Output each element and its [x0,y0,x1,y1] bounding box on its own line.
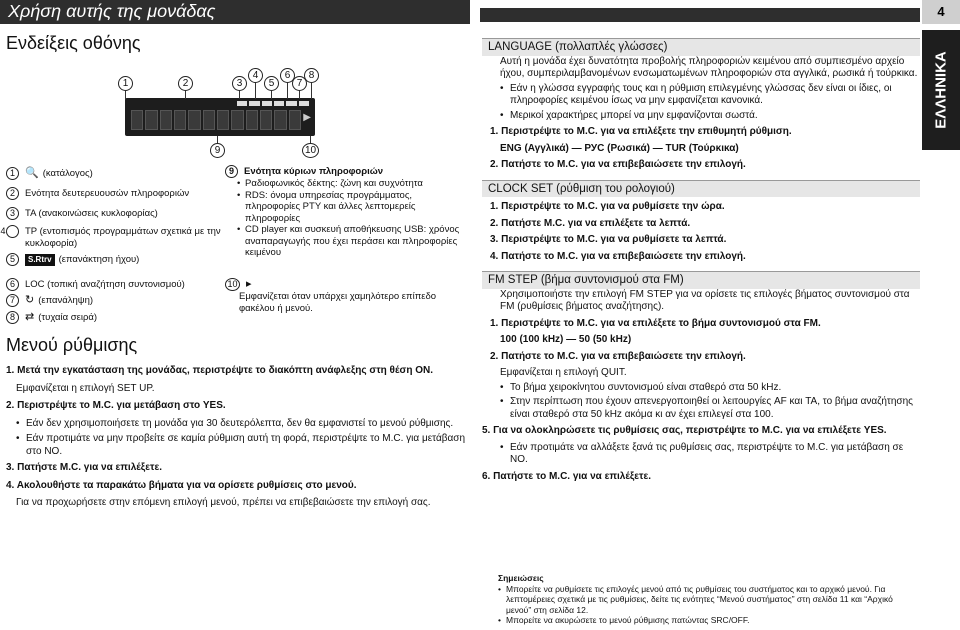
shuffle-icon: ⇄ [25,311,35,324]
lcd-character-cells [131,110,301,130]
finish-step-6: 6. Πατήστε το M.C. για να επιλέξετε. [482,470,652,482]
clock-heading: CLOCK SET (ρύθμιση του ρολογιού) [482,180,920,198]
language-intro: Αυτή η μονάδα έχει δυνατότητα προβολής πληροφοριών κειμένου από συμπιεσμένο αρχείο ήχου, συμπεριλαμβανομένων ενσωματωμένων πληροφοριών στα αγγλικά, ρωσικά ή τούρκικα. [500,55,918,79]
legend-item-6: 6 LOC (τοπική αναζήτηση συντονισμού) [6,278,218,291]
step-3: 3. Πατήστε M.C. για να επιλέξετε. [6,462,162,473]
legend-item-4: 4 TP (εντοπισμός προγραμμάτων σχετικά με την κυκλοφορία) [0,226,221,250]
callout-10: 10 [302,143,319,158]
language-step-2: 2. Πατήστε το M.C. για να επιβεβαιώσετε την επιλογή. [490,159,746,170]
language-step-1: 1. Περιστρέψτε το M.C. για να επιλέξετε την επιθυμητή ρύθμιση. [490,126,792,137]
language-heading: LANGUAGE (πολλαπλές γλώσσες) [482,38,920,56]
fmstep-step-1: 1. Περιστρέψτε το M.C. για να επιλέξετε το βήμα συντονισμού στα FM. [490,317,821,329]
step-4-note: Για να προχωρήσετε στην επόμενη επιλογή μενού, πρέπει να επιβεβαιώσετε την επιλογή σας. [16,497,431,508]
step-2: 2. Περιστρέψτε το M.C. για μετάβαση στο YES. [6,400,226,411]
callout-1: 1 [118,76,133,91]
clock-step-3: 3. Περιστρέψτε το M.C. για να ρυθμίσετε τα λεπτά. [490,234,727,245]
legend-item-9: 9 Ενότητα κύριων πληροφοριών • Ραδιοφωνικός δέκτης: ζώνη και συχνότητα • RDS: όνομα υπηρεσίας προγράμματος, πληροφορίες PTY και άλλες λεπτομερείς πληροφορίες • CD player και συσκευή αποθήκευσης USB: χρόνος αναπαραγωγής που έχει περάσει και πληροφορίες κειμένου [225,165,460,259]
legend-item-7: 7 ↻ (επανάληψη) [6,294,218,307]
fmstep-intro: Χρησιμοποιήστε την επιλογή FM STEP για να ορίσετε τις επιλογές βήματος συντονισμού στα FM (ρυθμίσεις βήματος αναζήτησης). [500,288,910,312]
callout-3: 3 [232,76,247,91]
callout-9: 9 [210,143,225,158]
clock-step-2: 2. Πατήστε M.C. για να επιλέξετε τα λεπτά. [490,217,691,229]
header-rule [480,8,920,22]
legend-item-8: 8 ⇄ (τυχαία σειρά) [6,311,218,324]
fmstep-step-2: 2. Πατήστε το M.C. για να επιβεβαιώσετε την επιλογή. [490,350,746,362]
clock-step-4: 4. Πατήστε το M.C. για να επιβεβαιώσετε την επιλογή. [490,250,746,262]
list-item: • Εάν προτιμάτε να μην προβείτε σε καμία ρύθμιση αυτή τη φορά, περιστρέψτε το M.C. για μετάβαση στο NO. [16,433,468,458]
legend-item-10: 10 ▸ Εμφανίζεται όταν υπάρχει χαμηλότερο επίπεδο φακέλου ή μενού. [225,278,460,314]
step-4: 4. Ακολουθήστε τα παρακάτω βήματα για να ορίσετε ρυθμίσεις στο μενού. [6,479,357,491]
list-item: • Μπορείτε να ρυθμίσετε τις επιλογές μενού από τις ρυθμίσεις του συστήματος και το αρχικό μενού. Για λεπτομέρειες σχετικά με τις ρυθμίσεις, δείτε τις ενότητες “Μενού συστήματος” στη σελίδα 11 και “Αρχικό μενού” στη σελίδα 12. [498,584,918,616]
setup-menu-steps [6,365,468,515]
notes-heading: Σημειώσεις [498,573,544,583]
clock-step-1: 1. Περιστρέψτε το M.C. για να ρυθμίσετε την ώρα. [490,201,725,212]
display-heading: Ενδείξεις οθόνης [6,33,141,53]
legend-item-1: 1 🔍 (κατάλογος) [6,167,218,180]
list-item: • Μπορείτε να ακυρώσετε το μενού ρύθμισης πατώντας SRC/OFF. [498,615,918,626]
lcd-screen [125,98,315,136]
list-item: • Εάν δεν χρησιμοποιήσετε τη μονάδα για 30 δευτερόλεπτα, δεν θα εμφανιστεί το μενού ρύθμισης. [16,418,468,431]
list-item: • Εάν η γλώσσα εγγραφής τους και η ρύθμιση επιλεγμένης γλώσσας δεν είναι οι ίδιες, οι πληροφορίες κειμένου ίσως να μην εμφανίζεται κανονικά. [500,83,920,108]
callout-2: 2 [178,76,193,91]
language-options: ENG (Αγγλικά) — РУС (Ρωσικά) — TUR (Τούρκικα) [500,142,739,154]
setup-menu-heading: Μενού ρύθμισης [6,335,138,355]
page-number: 4 [922,0,960,24]
language-side-tab [922,30,960,150]
right-column [482,38,920,487]
side-tab-label: ΕΛΛΗΝΙΚΑ [932,51,950,129]
header-band [0,0,470,24]
folder-arrow-icon: ▸ [246,278,252,291]
step-1: 1. Μετά την εγκατάσταση της μονάδας, περιστρέψτε το διακόπτη ανάφλεξης στη θέση ON. [6,365,433,376]
callout-8: 8 [304,68,319,83]
list-item: • Το βήμα χειροκίνητου συντονισμού είναι σταθερό στα 50 kHz. [500,382,920,395]
list-item: • CD player και συσκευή αποθήκευσης USB: χρόνος αναπαραγωγής που έχει περάσει και πληροφορίες κειμένου [237,224,460,259]
step-1-note: Εμφανίζεται η επιλογή SET UP. [16,382,155,394]
lcd-arrow-icon: ▶ [303,112,311,123]
callout-6: 6 [280,68,295,83]
fmstep-heading: FM STEP (βήμα συντονισμού στα FM) [482,271,920,289]
repeat-icon: ↻ [25,294,35,307]
callout-7: 7 [292,76,307,91]
lcd-diagram [100,68,340,158]
legend-item-3: 3 TA (ανακοινώσεις κυκλοφορίας) [6,207,218,220]
list-item: • Ραδιοφωνικός δέκτης: ζώνη και συχνότητα [237,178,460,190]
list-item: • RDS: όνομα υπηρεσίας προγράμματος, πληροφορίες PTY και άλλες λεπτομερείς πληροφορίες [237,190,460,225]
page-title: Χρήση αυτής της μονάδας [8,1,216,21]
list-item: • Εάν προτιμάτε να αλλάξετε ξανά τις ρυθμίσεις σας, περιστρέψτε το M.C. για μετάβαση σε NO. [500,442,920,467]
lcd-indicator-bar [237,101,309,106]
list-item: • Στην περίπτωση που έχουν απενεργοποιηθεί οι λειτουργίες AF και TA, το βήμα αναζήτησης είναι σταθερό στα 50 kHz ακόμα κι αν έχει επιλεγεί στα 100. [500,396,920,421]
finish-step-5: 5. Για να ολοκληρώσετε τις ρυθμίσεις σας, περιστρέψτε το M.C. για να επιλέξετε YES. [482,425,887,436]
fmstep-options: 100 (100 kHz) — 50 (50 kHz) [500,334,632,345]
list-item: • Μερικοί χαρακτήρες μπορεί να μην εμφανίζονται σωστά. [500,110,920,123]
fmstep-step-2-note: Εμφανίζεται η επιλογή QUIT. [500,367,627,378]
sound-retriever-badge: S.Rtrv [25,254,55,266]
notes [498,573,918,626]
search-icon: 🔍 [25,167,39,180]
legend-item-2: 2 Ενότητα δευτερευουσών πληροφοριών [6,187,218,200]
legend-item-5: 5 S.Rtrv (επανάκτηση ήχου) [6,253,218,266]
callout-5: 5 [264,76,279,91]
callout-4: 4 [248,68,263,83]
